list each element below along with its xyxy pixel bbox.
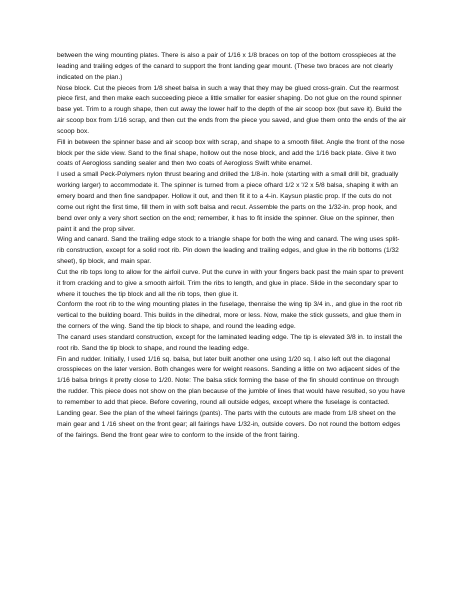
paragraph-thrust-bearing: I used a small Peck-Polymers nylon thrust bearing and drilled the 1/8-in. hole (starting with a small drill bit, gradually working larger) to accommodate it. The spinner is turned from a piece ofhard 1/2 x '/2 x 5/8 balsa, shaping it with an emery board and then fine sandpaper. Hollow it out, and then fit it to a 4-in. Kaysun plastic prop. If the cuts do not come out right the first time, fill them in with soft balsa and recut. Assemble the parts on the 1/32-in. prop hook, and bend over only a very short section on the end; remember, it has to fit inside the spinner. Glue on the spinner, then paint it and the prop silver. <box>57 171 399 233</box>
paragraph-fairings: of the fairings. Bend the front gear wire to conform to the inside of the front fairing. <box>57 431 300 439</box>
paragraph-landing-gear: Landing gear. See the plan of the wheel fairings (pants). The parts with the cutouts are made from 1/8 sheet on the main gear and 1 /16 sheet on the front gear; all fairings have 1/32-in, outside covers. Do not round the bottom edges <box>57 409 401 428</box>
paragraph-spinner-fillet: Fill in between the spinner base and air scoop box with scrap, and shape to a smooth fillet. Angle the front of the nose block per the side view. Sand to the final shape, hollow out the nose block, and add the 1/16 back plate. Give it two coats of Aerogloss sanding sealer and then two coats of Aerogloss Swift white enamel. <box>57 138 405 168</box>
paragraph-root-rib: Conform the root rib to the wing mounting plates in the fuselage, thenraise the wing tip 3/4 in., and glue in the root rib vertical to the building board. This builds in the dihedral, more or less. Now, make the stick gussets, and glue them in the corners of the wing. Sand the tip block to shape, and round the leading edge. <box>57 301 403 331</box>
paragraph-rib-tops: Cut the rib tops long to allow for the airfoil curve. Put the curve in with your fingers back past the main spar to prevent it from cracking and to give a smooth airfoil. Trim the ribs to length, and glue in place. Slide in the secondary spar to where it touches the tip block and all the rib tops, then glue it. <box>57 268 404 298</box>
paragraph-nose-block: Nose block. Cut the pieces from 1/8 sheet balsa in such a way that they may be glued cross-grain. Cut the rearmost piece first, and then make each succeeding piece a little smaller for easier shaping. Do not glue on the round spinner base yet. Trim to a rough shape, then cut away the lower half to the depth of the air scoop box (but save it). Build the air scoop box from 1/16 scrap, and then cut the ends from the piece you saved, and glue them onto the ends of the air scoop box. <box>57 84 406 135</box>
paragraph-fin-and-rudder: Fin and rudder. Initially, I used 1/16 sq. balsa, but later built another one using 1/20 sq. I also left out the diagonal crosspieces on the later version. Both changes were for weight reasons. Sanding a little on two adjacent sides of the 1/16 balsa brings it pretty close to 1/20. Note: The balsa stick forming the base of the fin should continue on through the rudder. This piece does not show on the plan because of the jumble of lines that would have resulted, so you have to remember to add that piece. Before covering, round all outside edges, except where the fuselage is contacted. <box>57 355 406 406</box>
paragraph-canard-construction: The canard uses standard construction, except for the laminated leading edge. The tip is elevated 3/8 in. to install the root rib. Sand the tip block to shape, and round the leading edge. <box>57 333 403 352</box>
paragraph-wing-mounting-braces: between the wing mounting plates. There is also a pair of 1/16 x 1/8 braces on top of the bottom crosspieces at the leading and trailing edges of the canard to support the front landing gear mount. (These two braces are not clearly indicated on the plan.) <box>57 52 396 81</box>
paragraph-wing-and-canard: Wing and canard. Sand the trailing edge stock to a triangle shape for both the wing and canard. The wing uses split-rib construction, except for a solid root rib. Pin down the leading and trailing edges, and glue in the rib bottoms (1/32 sheet), tip block, and main spar. <box>57 236 400 266</box>
